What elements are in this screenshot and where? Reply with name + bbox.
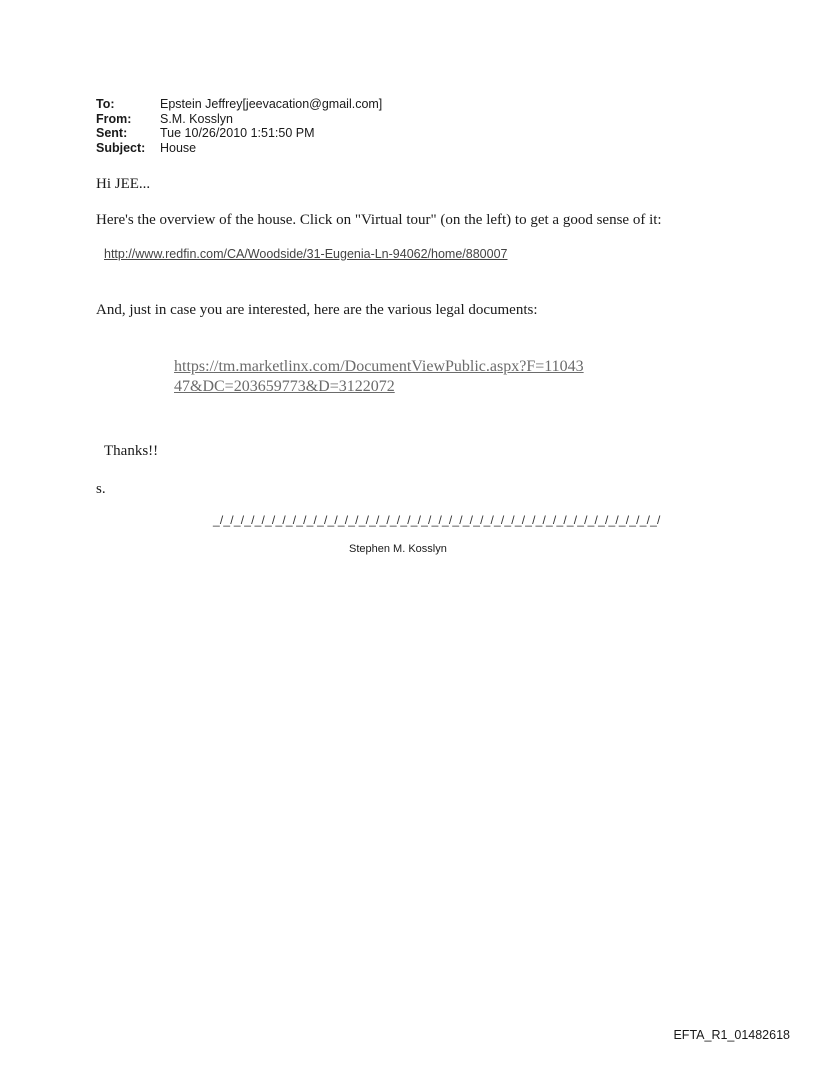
sent-row — [96, 126, 382, 141]
document-id: EFTA_R1_01482618 — [673, 1028, 790, 1042]
signature-name: Stephen M. Kosslyn — [349, 543, 447, 555]
to-value: Epstein Jeffrey[jeevacation@gmail.com] — [160, 97, 383, 111]
email-header — [96, 97, 382, 155]
paragraph-overview: Here's the overview of the house. Click on "Virtual tour" (on the left) to get a good sense of it: — [96, 212, 662, 228]
from-row — [96, 112, 382, 127]
thanks-text: Thanks!! — [104, 443, 159, 459]
marketlinx-link[interactable] — [174, 357, 584, 397]
signature-divider: _/_/_/_/_/_/_/_/_/_/_/_/_/_/_/_/_/_/_/_/_/_/_/_/_/_/_/_/_/_/_/_/_/_/_/_/_/_/_/_/_/_/_/ — [213, 513, 661, 527]
to-row — [96, 97, 382, 112]
signoff-text: s. — [96, 481, 106, 497]
subject-row — [96, 141, 382, 156]
redfin-link[interactable]: http://www.redfin.com/CA/Woodside/31-Eugenia-Ln-94062/home/880007 — [104, 247, 508, 261]
marketlinx-link-line-2[interactable]: 47&DC=203659773&D=3122072 — [174, 378, 395, 395]
from-label: From: — [96, 111, 132, 126]
sent-value: Tue 10/26/2010 1:51:50 PM — [160, 126, 315, 140]
marketlinx-link-line-1[interactable]: https://tm.marketlinx.com/DocumentViewPublic.aspx?F=11043 — [174, 358, 584, 375]
from-value: S.M. Kosslyn — [160, 111, 233, 126]
to-label: To: — [96, 97, 115, 111]
subject-label: Subject: — [96, 140, 146, 155]
subject-value: House — [160, 140, 197, 155]
paragraph-legal-documents: And, just in case you are interested, here are the various legal documents: — [96, 302, 538, 318]
greeting: Hi JEE... — [96, 176, 151, 192]
sent-label: Sent: — [96, 126, 128, 140]
